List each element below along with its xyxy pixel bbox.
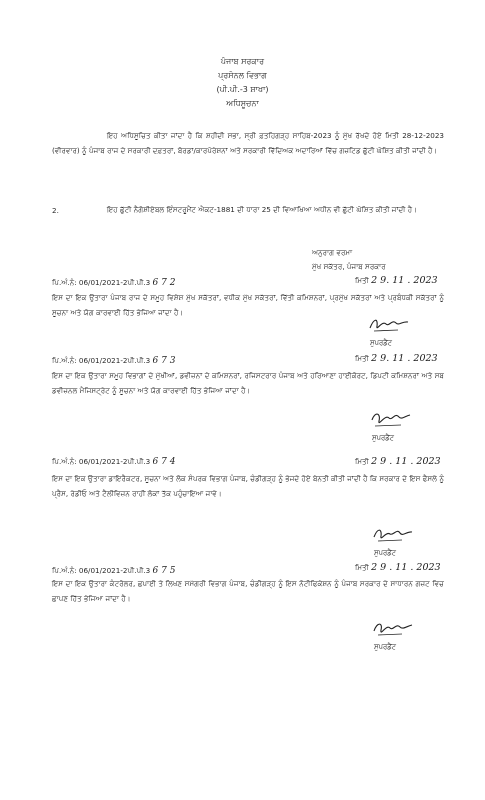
superintendent-label: ਸੁਪਰਡੈਂਟ xyxy=(374,549,396,557)
endorsement-reference: ਪਿ.ਅੰ.ਨੰ: 06/01/2021-2ਪੀ.ਪੀ.3 6 7 5 xyxy=(52,566,176,576)
signatory-name: ਅਨੁਰਾਗ ਵਰਮਾ xyxy=(312,248,353,257)
endorsement-text: ਇਸ ਦਾ ਇਕ ਉਤਾਰਾ ਪੰਜਾਬ ਰਾਜ ਦੇ ਸਮੂਹ ਵਿਸ਼ੇਸ਼ ਮੁੱਖ ਸਕੱਤਰਾਂ, ਵਧੀਕ ਮੁੱਖ ਸਕੱਤਰਾਂ, ਵਿੱਤੀ ਕਮਿਸ਼ਨਰਾਂ, ਪ੍ਰਮੁੱਖ ਸਕੱਤਰਾਂ ਅਤੇ ਪ੍ਰਬੰਧਕੀ ਸਕੱਤਰਾਂ ਨੂੰ ਸੂਚਨਾ ਅਤੇ ਯੋਗ ਕਾਰਵਾਈ ਹਿੱਤ ਭੇਜਿਆ ਜਾਂਦਾ ਹੈ। xyxy=(52,293,444,317)
department-title: ਪ੍ਰਸੋਨਲ ਵਿਭਾਗ xyxy=(218,71,267,80)
endorsement-date: ਮਿਤੀ 2 9 . 11 . 2023 xyxy=(355,456,441,467)
endorsement-text: ਇਸ ਦਾ ਇਕ ਉਤਾਰਾ ਸਮੂਹ ਵਿਭਾਗਾਂ ਦੇ ਮੁੱਖੀਆਂ, ਡਵੀਜ਼ਨਾਂ ਦੇ ਕਮਿਸ਼ਨਰਾਂ, ਰਜਿਸਟਰਾਰ ਪੰਜਾਬ ਅਤੇ ਹਰਿਆਣਾ ਹਾਈਕੋਰਟ, ਡਿਪਟੀ ਕਮਿਸ਼ਨਰਾਂ ਅਤੇ ਸਬ ਡਵੀਜ਼ਨਲ ਮੈਜਿਸਟ੍ਰੇਟ ਨੂੰ ਸੂਚਨਾ ਅਤੇ ਯੋਗ ਕਾਰਵਾਈ ਹਿੱਤ ਭੇਜਿਆ ਜਾਂਦਾ ਹੈ। xyxy=(52,371,444,395)
endorsement-text: ਇਸ ਦਾ ਇਕ ਉਤਾਰਾ ਕੰਟਰੋਲਰ, ਛਪਾਈ ਤੇ ਲਿਖਣ ਸਮੱਗਰੀ ਵਿਭਾਗ ਪੰਜਾਬ, ਚੰਡੀਗੜ੍ਹ ਨੂੰ ਇਸ ਨੋਟੀਫਿਕੇਸ਼ਨ ਨੂੰ ਪੰਜਾਬ ਸਰਕਾਰ ਦੇ ਸਾਧਾਰਨ ਗਜ਼ਟ ਵਿਚ ਛਾਪਣ ਹਿੱਤ ਭੇਜਿਆ ਜਾਂਦਾ ਹੈ। xyxy=(52,579,444,603)
government-title: ਪੰਜਾਬ ਸਰਕਾਰ xyxy=(220,57,265,66)
notification-paragraph-1: ਇਹ ਅਧਿਸੂਚਿਤ ਕੀਤਾ ਜਾਂਦਾ ਹੈ ਕਿ ਸ਼ਹੀਦੀ ਸਭਾ, ਸ੍ਰੀ ਫ਼ਤਹਿਗੜ੍ਹ ਸਾਹਿਬ-2023 ਨੂੰ ਮੁੱਖ ਰੱਖਦੇ ਹੋਏ ਮਿਤੀ 28-12-2023 (ਵੀਰਵਾਰ) ਨੂੰ ਪੰਜਾਬ ਰਾਜ ਦੇ ਸਰਕਾਰੀ ਦਫ਼ਤਰਾਂ, ਬੋਰਡਾਂ/ਕਾਰਪੋਰੇਸ਼ਨਾਂ ਅਤੇ ਸਰਕਾਰੀ ਵਿੱਦਿਅਕ ਅਦਾਰਿਆਂ ਵਿੱਚ ਗਜ਼ਟਿਡ ਛੁੱਟੀ ਘੋਸ਼ਿਤ ਕੀਤੀ ਜਾਂਦੀ ਹੈ। xyxy=(52,131,444,155)
endorsement-date: ਮਿਤੀ 2 9 . 11 . 2023 xyxy=(355,562,441,573)
branch-title: (ਪੀ.ਪੀ.-3 ਸ਼ਾਖਾ) xyxy=(216,85,269,94)
endorsement-text: ਇਸ ਦਾ ਇਕ ਉਤਾਰਾ ਡਾਇਰੈਕਟਰ, ਸੂਚਨਾ ਅਤੇ ਲੋਕ ਸੰਪਰਕ ਵਿਭਾਗ ਪੰਜਾਬ, ਚੰਡੀਗੜ੍ਹ ਨੂੰ ਭੇਜਦੇ ਹੋਏ ਬੇਨਤੀ ਕੀਤੀ ਜਾਂਦੀ ਹੈ ਕਿ ਸਰਕਾਰ ਦੇ ਇਸ ਫੈਸਲੇ ਨੂੰ ਪ੍ਰੈਸ, ਰੇਡੀਓ ਅਤੇ ਟੈਲੀਵਿਜ਼ਨ ਰਾਹੀਂ ਲੋਕਾਂ ਤੱਕ ਪਹੁੰਚਾਇਆ ਜਾਵੇ। xyxy=(52,474,444,498)
signatory-designation: ਮੁੱਖ ਸਕੱਤਰ, ਪੰਜਾਬ ਸਰਕਾਰ xyxy=(312,262,386,271)
endorsement-reference: ਪਿ.ਅੰ.ਨੰ: 06/01/2021-2ਪੀ.ਪੀ.3 6 7 4 xyxy=(52,457,176,467)
doc-type-title: ਅਧਿਸੂਚਨਾ xyxy=(226,99,259,108)
superintendent-label: ਸੁਪਰਡੈਂਟ xyxy=(374,643,396,651)
superintendent-label: ਸੁਪਰਡੈਂਟ xyxy=(370,339,392,347)
paragraph-2-number: 2. xyxy=(52,206,59,215)
endorsement-date: ਮਿਤੀ 2 9. 11 . 2023 xyxy=(355,275,438,286)
endorsement-reference: ਪਿ.ਅੰ.ਨੰ: 06/01/2021-2ਪੀ.ਪੀ.3 6 7 3 xyxy=(52,356,176,366)
endorsement-reference: ਪਿ.ਅੰ.ਨੰ: 06/01/2021-2ਪੀ.ਪੀ.3 6 7 2 xyxy=(52,278,176,288)
endorsement-date: ਮਿਤੀ 2 9. 11 . 2023 xyxy=(355,353,438,364)
notification-paragraph-2: ਇਹ ਛੁੱਟੀ ਨੈਗੋਸ਼ੀਏਬਲ ਇੰਸਟਰੂਮੈਂਟ ਐਕਟ-1881 ਦੀ ਧਾਰਾ 25 ਦੀ ਵਿਆਖਿਆ ਅਧੀਨ ਵੀ ਛੁੱਟੀ ਘੋਸ਼ਿਤ ਕੀਤੀ ਜਾਂਦੀ ਹੈ। xyxy=(107,205,417,214)
superintendent-label: ਸੁਪਰਡੈਂਟ xyxy=(372,434,394,442)
